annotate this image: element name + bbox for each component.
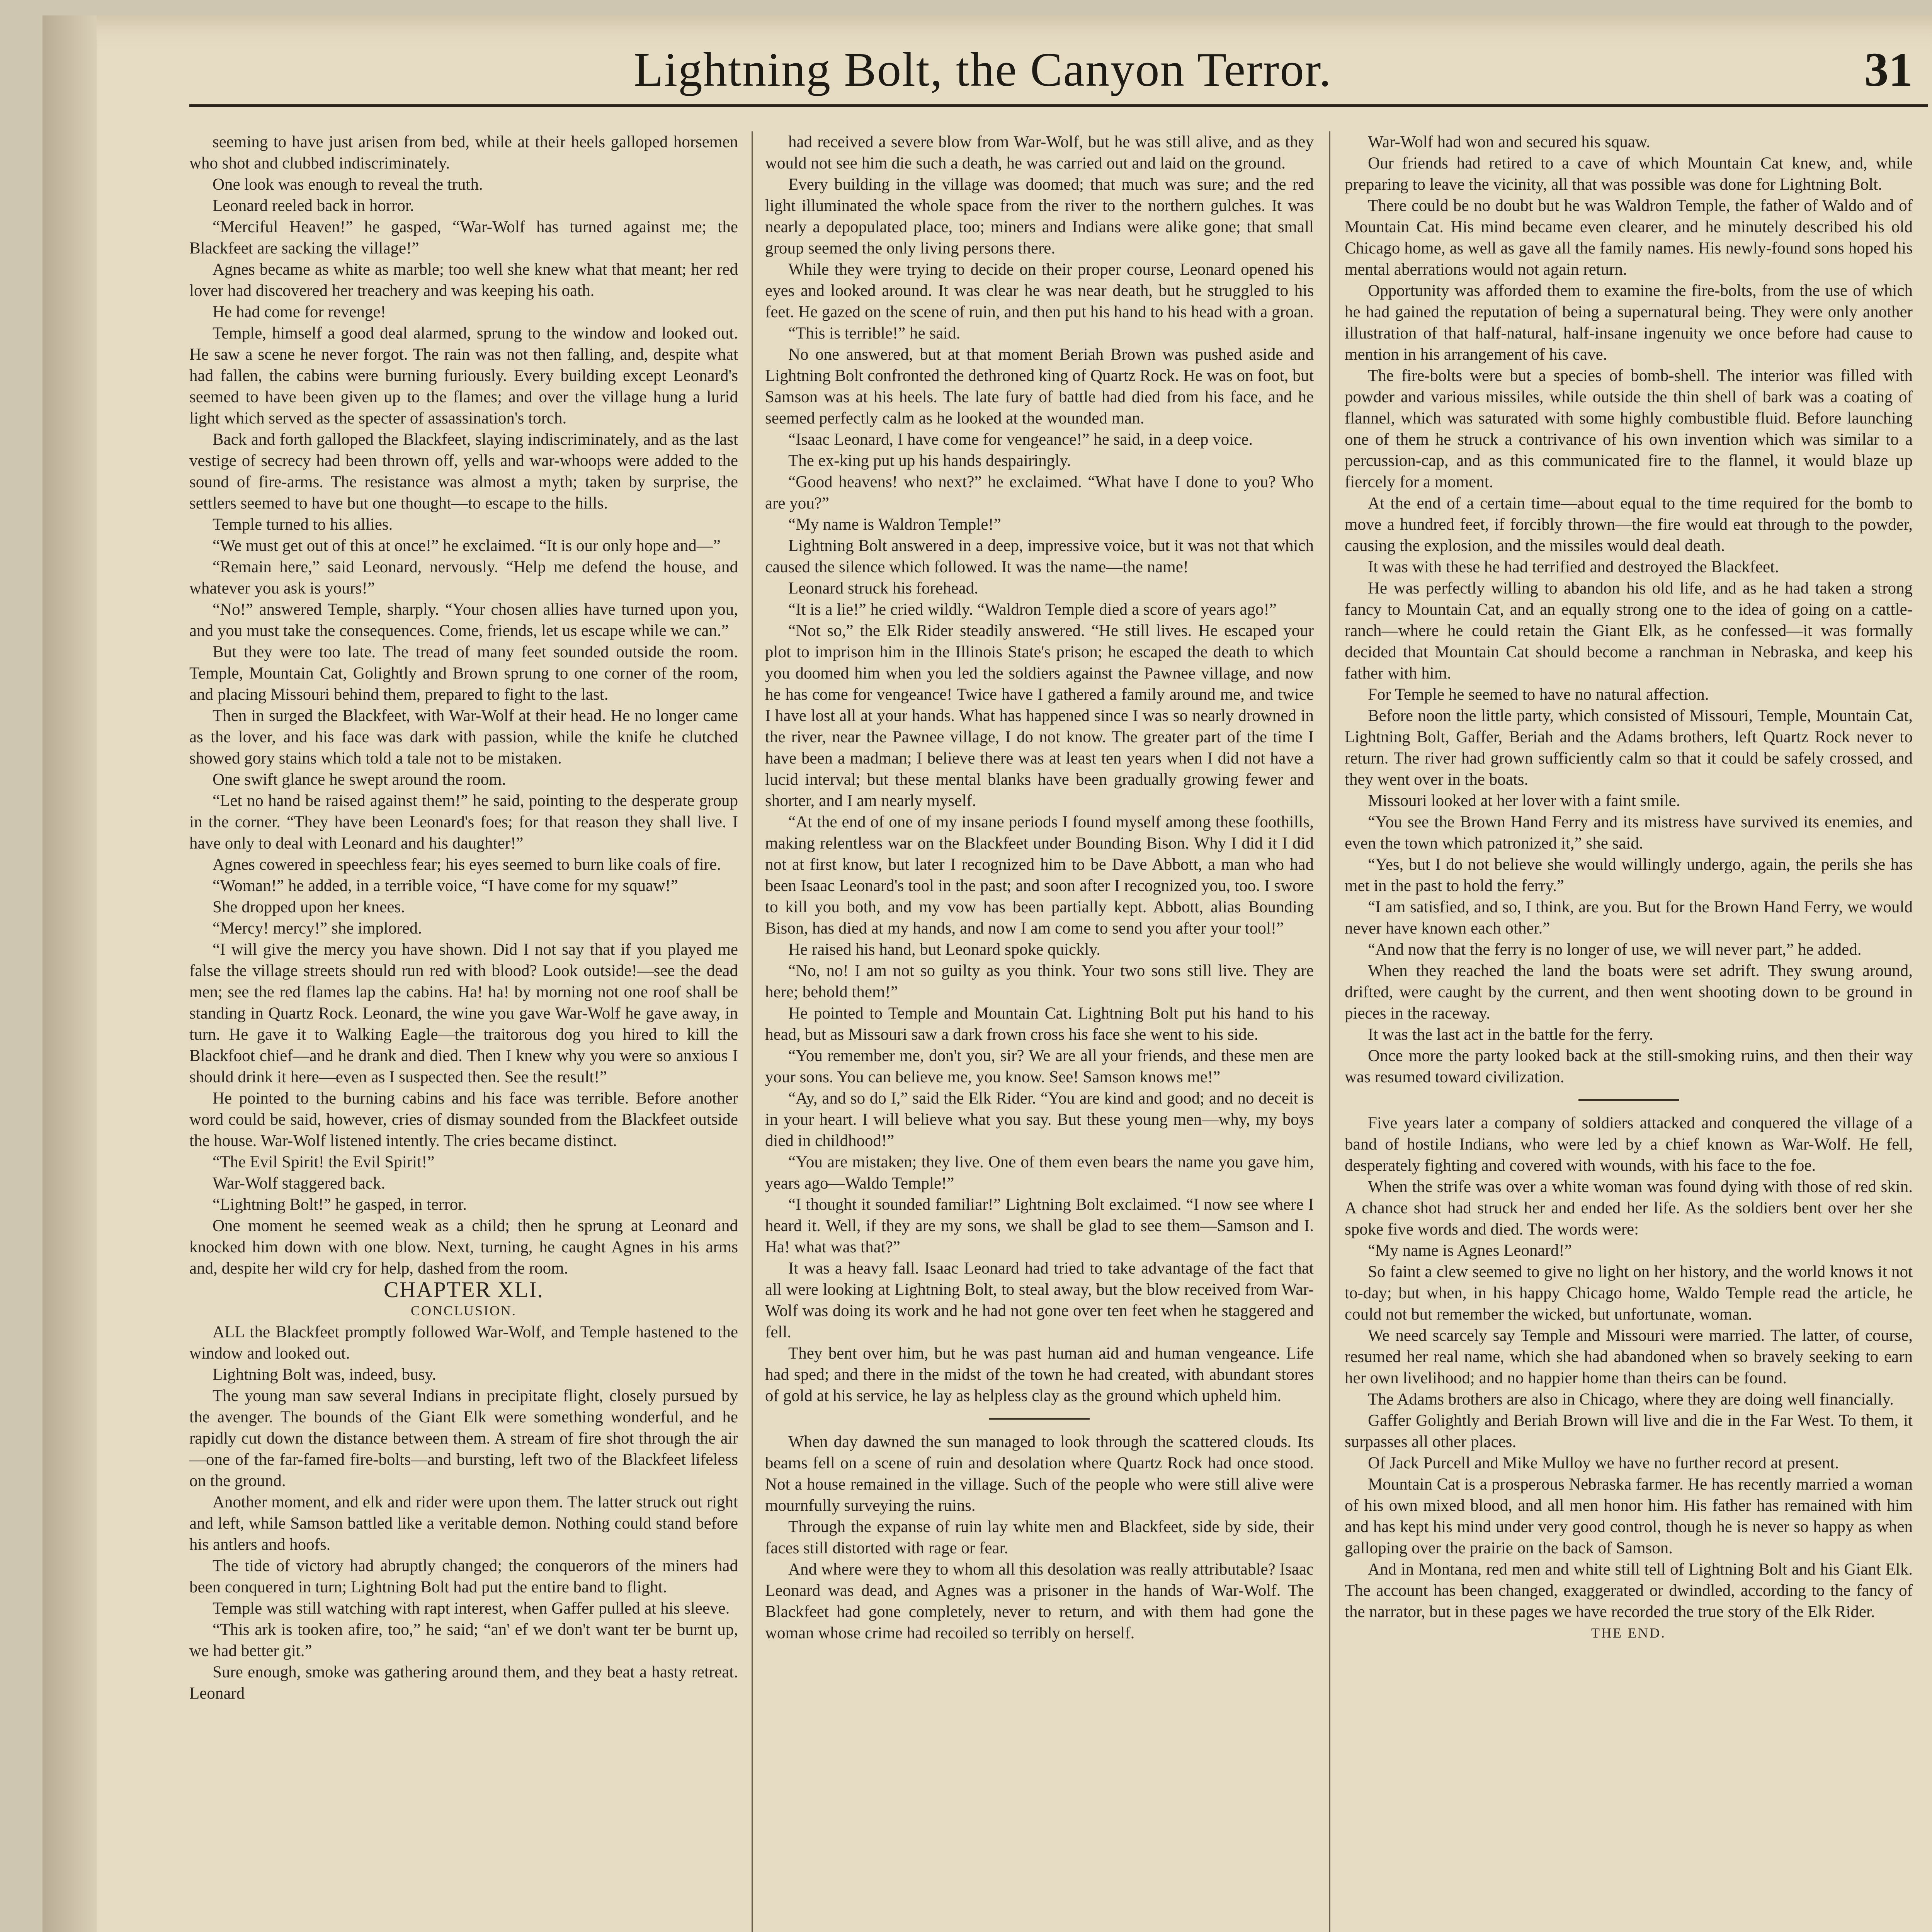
- paragraph: He was perfectly willing to abandon his old life, and as he had taken a strong fancy to Mountain Cat, and an equally strong one to the idea of going on a cattle-ranch—where he could retain the Giant Elk, as he confessed—it was formally decided that Mountain Cat should become a ranchman in Nebraska, and keep his father with him.: [1345, 579, 1913, 682]
- paragraph: The fire-bolts were but a species of bomb-shell. The interior was filled with powder and various missiles, while outside the thin shell of bark was a coating of flannel, which was saturated with some highly combustible fluid. Before launching one of them he struck a contrivance of his own invention which was similar to a percussion-cap, and as this communicated fire to the flannel, it would blaze up fiercely for a moment.: [1345, 367, 1913, 491]
- column-3-paragraphs: [1345, 131, 1913, 1088]
- page-number: 31: [1864, 43, 1913, 97]
- paragraph: So faint a clew seemed to give no light on her history, and the world knows it not to-day; but when, in his happy Chicago home, Waldo Temple read the article, he could not but remember the wicked, but unfortunate, woman.: [1345, 1263, 1913, 1323]
- paragraph: “The Evil Spirit! the Evil Spirit!”: [213, 1153, 435, 1171]
- paragraph: Leonard reeled back in horror.: [213, 197, 414, 215]
- paragraph: “At the end of one of my insane periods I found myself among these foothills, making relentless war on the Blackfeet under Bounding Bison. Why I did it I did not at first know, but later I recognized him to be Dave Abbott, a man who had been Isaac Leonard's tool in the past; and soon after I recognized you, too. I swore to kill you both, and my vow has been partially kept. Abbott, alias Bounding Bison, has died at my hands, and now I am come to send you after your tool!”: [765, 813, 1314, 937]
- paragraph: “You remember me, don't you, sir? We are all your friends, and these men are your sons. You can believe me, you know. See! Samson knows me!”: [765, 1047, 1314, 1086]
- paragraph: Every building in the village was doomed; that much was sure; and the red light illuminated the whole space from the river to the northern gulches. It was nearly a depopulated place, too; miners and Indians were alike gone; that small group seemed the only living persons there.: [765, 175, 1314, 257]
- column-1: [189, 131, 738, 1932]
- paragraph: Temple turned to his allies.: [213, 515, 393, 534]
- paragraph: At the end of a certain time—about equal to the time required for the bomb to move a hundred feet, if forcibly thrown—the fire would eat through to the powder, causing the explosion, and the missiles would deal death.: [1345, 494, 1913, 555]
- paragraph: “Not so,” the Elk Rider steadily answered. “He still lives. He escaped your plot to imprison him in the Illinois State's prison; he escaped the death to which you doomed him when you led the soldiers against the Pawnee village, and now he has come for vengeance! Twice have I gathered a family around me, and twice I have lost all at your hands. What has happened since I was so nearly drowned in the river, near the Pawnee village, I do not know. The greater part of the time I have been a madman; I believe there was at least ten years when I did not have a lucid interval; but these mental blanks have been gradually growing fewer and shorter, and I am nearly myself.: [765, 622, 1314, 810]
- paragraph: “Ay, and so do I,” said the Elk Rider. “You are kind and good; and no deceit is in your heart. I will believe what you say. But these young men—why, my boys died in childhood!”: [765, 1089, 1314, 1150]
- paragraph: “No, no! I am not so guilty as you think. Your two sons still live. They are here; behold them!”: [765, 962, 1314, 1001]
- paragraph: It was a heavy fall. Isaac Leonard had tried to take advantage of the fact that all were looking at Lightning Bolt, to steal away, but the blow received from War-Wolf was doing its work and he had not gone over ten feet when he staggered and fell.: [765, 1259, 1314, 1341]
- column-3: [1345, 131, 1913, 1932]
- newspaper-page: [43, 15, 1932, 1932]
- column-1-paragraphs: [189, 131, 738, 1279]
- paragraph: It was the last act in the battle for the ferry.: [1368, 1026, 1653, 1044]
- paragraph: had received a severe blow from War-Wolf, but he was still alive, and as they would not see him die such a death, he was carried out and laid on the ground.: [765, 133, 1314, 172]
- paragraph: Then in surged the Blackfeet, with War-Wolf at their head. He no longer came as the lover, and his face was dark with passion, while the knife he clutched showed gory stains which told a tale not to be mistaken.: [189, 707, 738, 767]
- paragraph: When they reached the land the boats were set adrift. They swung around, drifted, were caught by the current, and then went shooting down to be ground in pieces in the raceway.: [1345, 962, 1913, 1022]
- paragraph: But they were too late. The tread of many feet sounded outside the room. Temple, Mountain Cat, Golightly and Brown sprung to one corner of the room, and placing Missouri behind them, prepared to fight to the last.: [189, 643, 738, 704]
- paragraph: He pointed to Temple and Mountain Cat. Lightning Bolt put his hand to his head, but as Missouri saw a dark frown cross his face she went to his side.: [765, 1004, 1314, 1044]
- paragraph: He raised his hand, but Leonard spoke quickly.: [788, 940, 1101, 959]
- paragraph: One swift glance he swept around the room.: [213, 770, 506, 789]
- paragraph: Opportunity was afforded them to examine the fire-bolts, from the use of which he had gained the reputation of being a supernatural being. They were only another illustration of that half-natural, half-insane ingenuity we once before had cause to mention in his arrangement of his cave.: [1345, 282, 1913, 364]
- paragraph: Mountain Cat is a prosperous Nebraska farmer. He has recently married a woman of his own mixed blood, and all men honor him. His father has remained with him and has kept his mind under very good control, though he is never so happy as when galloping over the prairie on the back of Samson.: [1345, 1475, 1913, 1557]
- chapter-subtitle: CONCLUSION.: [410, 1303, 517, 1318]
- paragraph: The young man saw several Indians in precipitate flight, closely pursued by the avenger. The bounds of the Giant Elk were something wonderful, and he rapidly cut down the distance between them. A stream of fire shot through the air—one of the far-famed fire-bolts—and bursting, left two of the Blackfeet lifeless on the ground.: [189, 1387, 738, 1490]
- paragraph: Temple was still watching with rapt interest, when Gaffer pulled at his sleeve.: [213, 1599, 730, 1617]
- paragraph: The Adams brothers are also in Chicago, where they are doing well financially.: [1368, 1390, 1894, 1408]
- paragraph: ALL the Blackfeet promptly followed War-Wolf, and Temple hastened to the window and looked out.: [189, 1323, 738, 1362]
- paragraph: “My name is Agnes Leonard!”: [1368, 1242, 1572, 1260]
- paragraph: Before noon the little party, which consisted of Missouri, Temple, Mountain Cat, Lightning Bolt, Gaffer, Beriah and the Adams brothers, left Quartz Rock never to return. The river had grown sufficiently calm so that it could be safely crossed, and they went over in the boats.: [1345, 707, 1913, 789]
- paragraph: Lightning Bolt was, indeed, busy.: [213, 1366, 436, 1384]
- paragraph: Agnes became as white as marble; too well she knew what that meant; her red lover had discovered her treachery and was keeping his oath.: [189, 260, 738, 300]
- section-separator: [1578, 1099, 1679, 1101]
- paragraph: “I am satisfied, and so, I think, are you. But for the Brown Hand Ferry, we would never have known each other.”: [1345, 898, 1913, 937]
- paragraph: “No!” answered Temple, sharply. “Your chosen allies have turned upon you, and you must take the consequences. Come, friends, let us escape while we can.”: [189, 600, 738, 640]
- paragraph: While they were trying to decide on their proper course, Leonard opened his eyes and looked around. It was clear he was near death, but he struggled to his feet. He gazed on the scene of ruin, and then put his hand to his head with a groan.: [765, 260, 1314, 321]
- paragraph: “Let no hand be raised against them!” he said, pointing to the desperate group in the corner. “They have been Leonard's foes; for that reason they shall live. I have only to deal with Leonard and his daughter!”: [189, 792, 738, 852]
- paragraph: Temple, himself a good deal alarmed, sprung to the window and looked out. He saw a scene he never forgot. The rain was not then falling, and, despite what had fallen, the cabins were burning furiously. Every building except Leonard's seemed to have been given up to the flames; and over the village hung a lurid light which served as the specter of assassination's torch.: [189, 324, 738, 427]
- paragraph: seeming to have just arisen from bed, while at their heels galloped horsemen who shot and clubbed indiscriminately.: [189, 133, 738, 172]
- column-3-paragraphs-after: [1345, 1112, 1913, 1622]
- paragraph: The tide of victory had abruptly changed; the conquerors of the miners had been conquered in turn; Lightning Bolt had put the entire band to flight.: [189, 1557, 738, 1596]
- paragraph: She dropped upon her knees.: [213, 898, 405, 916]
- paragraph: They bent over him, but he was past human aid and human vengeance. Life had sped; and there in the midst of the town he had created, with abundant stores of gold at his service, he lay as helpless clay as the ground which upheld him.: [765, 1344, 1314, 1405]
- paragraph: Through the expanse of ruin lay white men and Blackfeet, side by side, their faces still distorted with rage or fear.: [765, 1518, 1314, 1557]
- column-rule: [752, 131, 753, 1932]
- paragraph: For Temple he seemed to have no natural affection.: [1368, 685, 1709, 704]
- paragraph: Gaffer Golightly and Beriah Brown will live and die in the Far West. To them, it surpasses all other places.: [1345, 1412, 1913, 1451]
- paragraph: When the strife was over a white woman was found dying with those of red skin. A chance shot had struck her and ended her life. As the soldiers bent over her she spoke five words and died. The words were:: [1345, 1178, 1913, 1238]
- paragraph: “It is a lie!” he cried wildly. “Waldron Temple died a score of years ago!”: [788, 600, 1277, 619]
- column-1-paragraphs-after: [189, 1321, 738, 1704]
- paragraph: Another moment, and elk and rider were upon them. The latter struck out right and left, while Samson battled like a veritable demon. Nothing could stand before his antlers and hoofs.: [189, 1493, 738, 1554]
- paragraph: It was with these he had terrified and destroyed the Blackfeet.: [1368, 558, 1779, 576]
- paragraph: Five years later a company of soldiers attacked and conquered the village of a band of hostile Indians, who were led by a chief known as War-Wolf. He fell, desperately fighting and covered with wounds, with his face to the foe.: [1345, 1114, 1913, 1175]
- paragraph: He pointed to the burning cabins and his face was terrible. Before another word could be said, however, cries of dismay sounded from the Blackfeet outside the house. War-Wolf listened intently. The cries became distinct.: [189, 1089, 738, 1150]
- section-separator: [989, 1418, 1090, 1420]
- paragraph: No one answered, but at that moment Beriah Brown was pushed aside and Lightning Bolt confronted the dethroned king of Quartz Rock. He was on foot, but Samson was at his heels. The late fury of battle had died from his face, and he seemed perfectly calm as he looked at the wounded man.: [765, 345, 1314, 427]
- paragraph: “Isaac Leonard, I have come for vengeance!” he said, in a deep voice.: [788, 430, 1253, 449]
- paragraph: “This ark is tooken afire, too,” he said; “an' ef we don't want ter be burnt up, we had better git.”: [189, 1621, 738, 1660]
- paragraph: Agnes cowered in speechless fear; his eyes seemed to burn like coals of fire.: [213, 855, 721, 874]
- the-end-label: THE END.: [1591, 1625, 1666, 1641]
- paragraph: War-Wolf staggered back.: [213, 1174, 386, 1192]
- torn-page-edge: [43, 15, 97, 1932]
- paragraph: “Yes, but I do not believe she would willingly undergo, again, the perils she has met in the past to hold the ferry.”: [1345, 855, 1913, 895]
- paragraph: Once more the party looked back at the still-smoking ruins, and then their way was resumed toward civilization.: [1345, 1047, 1913, 1086]
- column-2: [765, 131, 1314, 1932]
- paragraph: And in Montana, red men and white still tell of Lightning Bolt and his Giant Elk. The account has been changed, exaggerated or dwindled, according to the fancy of the narrator, but in these pages we have recorded the true story of the Elk Rider.: [1345, 1560, 1913, 1621]
- column-2-paragraphs-after: [765, 1431, 1314, 1644]
- paragraph: “We must get out of this at once!” he exclaimed. “It is our only hope and—”: [213, 537, 721, 555]
- paragraph: “You are mistaken; they live. One of them even bears the name you gave him, years ago—Waldo Temple!”: [765, 1153, 1314, 1192]
- paragraph: Our friends had retired to a cave of which Mountain Cat knew, and, while preparing to leave the vicinity, all that was possible was done for Lightning Bolt.: [1345, 154, 1913, 194]
- paragraph: One moment he seemed weak as a child; then he sprung at Leonard and knocked him down with one blow. Next, turning, he caught Agnes in his arms and, despite her wild cry for help, dashed from the room.: [189, 1217, 738, 1277]
- page-header: [189, 39, 1928, 107]
- paragraph: When day dawned the sun managed to look through the scattered clouds. Its beams fell on a scene of ruin and desolation where Quartz Rock had once stood. Not a house remained in the village. Such of the people who were still alive were mournfully surveying the ruins.: [765, 1433, 1314, 1515]
- column-rule: [1329, 131, 1330, 1932]
- paragraph: And where were they to whom all this desolation was really attributable? Isaac Leonard was dead, and Agnes was a prisoner in the hands of War-Wolf. The Blackfeet had gone completely, never to return, and with them had gone the woman whose crime had recoiled so terribly on herself.: [765, 1560, 1314, 1642]
- paragraph: “Good heavens! who next?” he exclaimed. “What have I done to you? Who are you?”: [765, 473, 1314, 512]
- paragraph: Missouri looked at her lover with a faint smile.: [1368, 792, 1680, 810]
- paragraph: “You see the Brown Hand Ferry and its mistress have survived its enemies, and even the town which patronized it,” she said.: [1345, 813, 1913, 852]
- paragraph: “Merciful Heaven!” he gasped, “War-Wolf has turned against me; the Blackfeet are sacking the village!”: [189, 218, 738, 257]
- paragraph: “Remain here,” said Leonard, nervously. “Help me defend the house, and whatever you ask is yours!”: [189, 558, 738, 597]
- paragraph: Back and forth galloped the Blackfeet, slaying indiscriminately, and as the last vestige of secrecy had been thrown off, yells and war-whoops were added to the sound of fire-arms. The resistance was almost a myth; taken by surprise, the settlers seemed to have but one thought—to escape to the hills.: [189, 430, 738, 512]
- paragraph: “Lightning Bolt!” he gasped, in terror.: [213, 1196, 467, 1214]
- paragraph: One look was enough to reveal the truth.: [213, 175, 483, 194]
- paragraph: “Mercy! mercy!” she implored.: [213, 919, 422, 937]
- paragraph: Lightning Bolt answered in a deep, impressive voice, but it was not that which caused the silence which followed. It was the name—the name!: [765, 537, 1314, 576]
- paragraph: He had come for revenge!: [213, 303, 386, 321]
- paragraph: “This is terrible!” he said.: [788, 324, 961, 342]
- paragraph: The ex-king put up his hands despairingly.: [788, 452, 1071, 470]
- paragraph: We need scarcely say Temple and Missouri were married. The latter, of course, resumed her real name, which she had abandoned when so bravely seeking to earn her own livelihood; and no happier home than theirs can be found.: [1345, 1327, 1913, 1387]
- paragraph: War-Wolf had won and secured his squaw.: [1368, 133, 1650, 151]
- paragraph: Leonard struck his forehead.: [788, 579, 978, 597]
- paragraph: Of Jack Purcell and Mike Mulloy we have no further record at present.: [1368, 1454, 1839, 1472]
- page-title: Lightning Bolt, the Canyon Terror.: [634, 43, 1332, 97]
- paragraph: Sure enough, smoke was gathering around them, and they beat a hasty retreat. Leonard: [189, 1663, 738, 1702]
- paragraph: “I thought it sounded familiar!” Lightning Bolt exclaimed. “I now see where I heard it. Well, if they are my sons, we shall be glad to see them—Samson and I. Ha! what was that?”: [765, 1196, 1314, 1256]
- chapter-title: CHAPTER XLI.: [384, 1277, 544, 1302]
- paragraph: “My name is Waldron Temple!”: [788, 515, 1001, 534]
- paragraph: “Woman!” he added, in a terrible voice, “I have come for my squaw!”: [213, 877, 678, 895]
- paragraph: “I will give the mercy you have shown. Did I not say that if you played me false the village streets should run red with blood? Look outside!—see the dead men; see the red flames lap the cabins. Ha! ha! by morning not one roof shall be standing in Quartz Rock. Leonard, the wine you gave War-Wolf he gave away, in turn. He gave it to Walking Eagle—the traitorous dog you hired to kill the Blackfoot chief—and he drank and died. Then I knew why you were so anxious I should drink it here—even as I suspected then. See the result!”: [189, 940, 738, 1086]
- paragraph: There could be no doubt but he was Waldron Temple, the father of Waldo and of Mountain Cat. His mind became even clearer, and he minutely described his old Chicago home, as well as gave all the family names. His newly-found sons hoped his mental aberrations would not again return.: [1345, 197, 1913, 279]
- paragraph: “And now that the ferry is no longer of use, we will never part,” he added.: [1368, 940, 1862, 959]
- column-2-paragraphs: [765, 131, 1314, 1406]
